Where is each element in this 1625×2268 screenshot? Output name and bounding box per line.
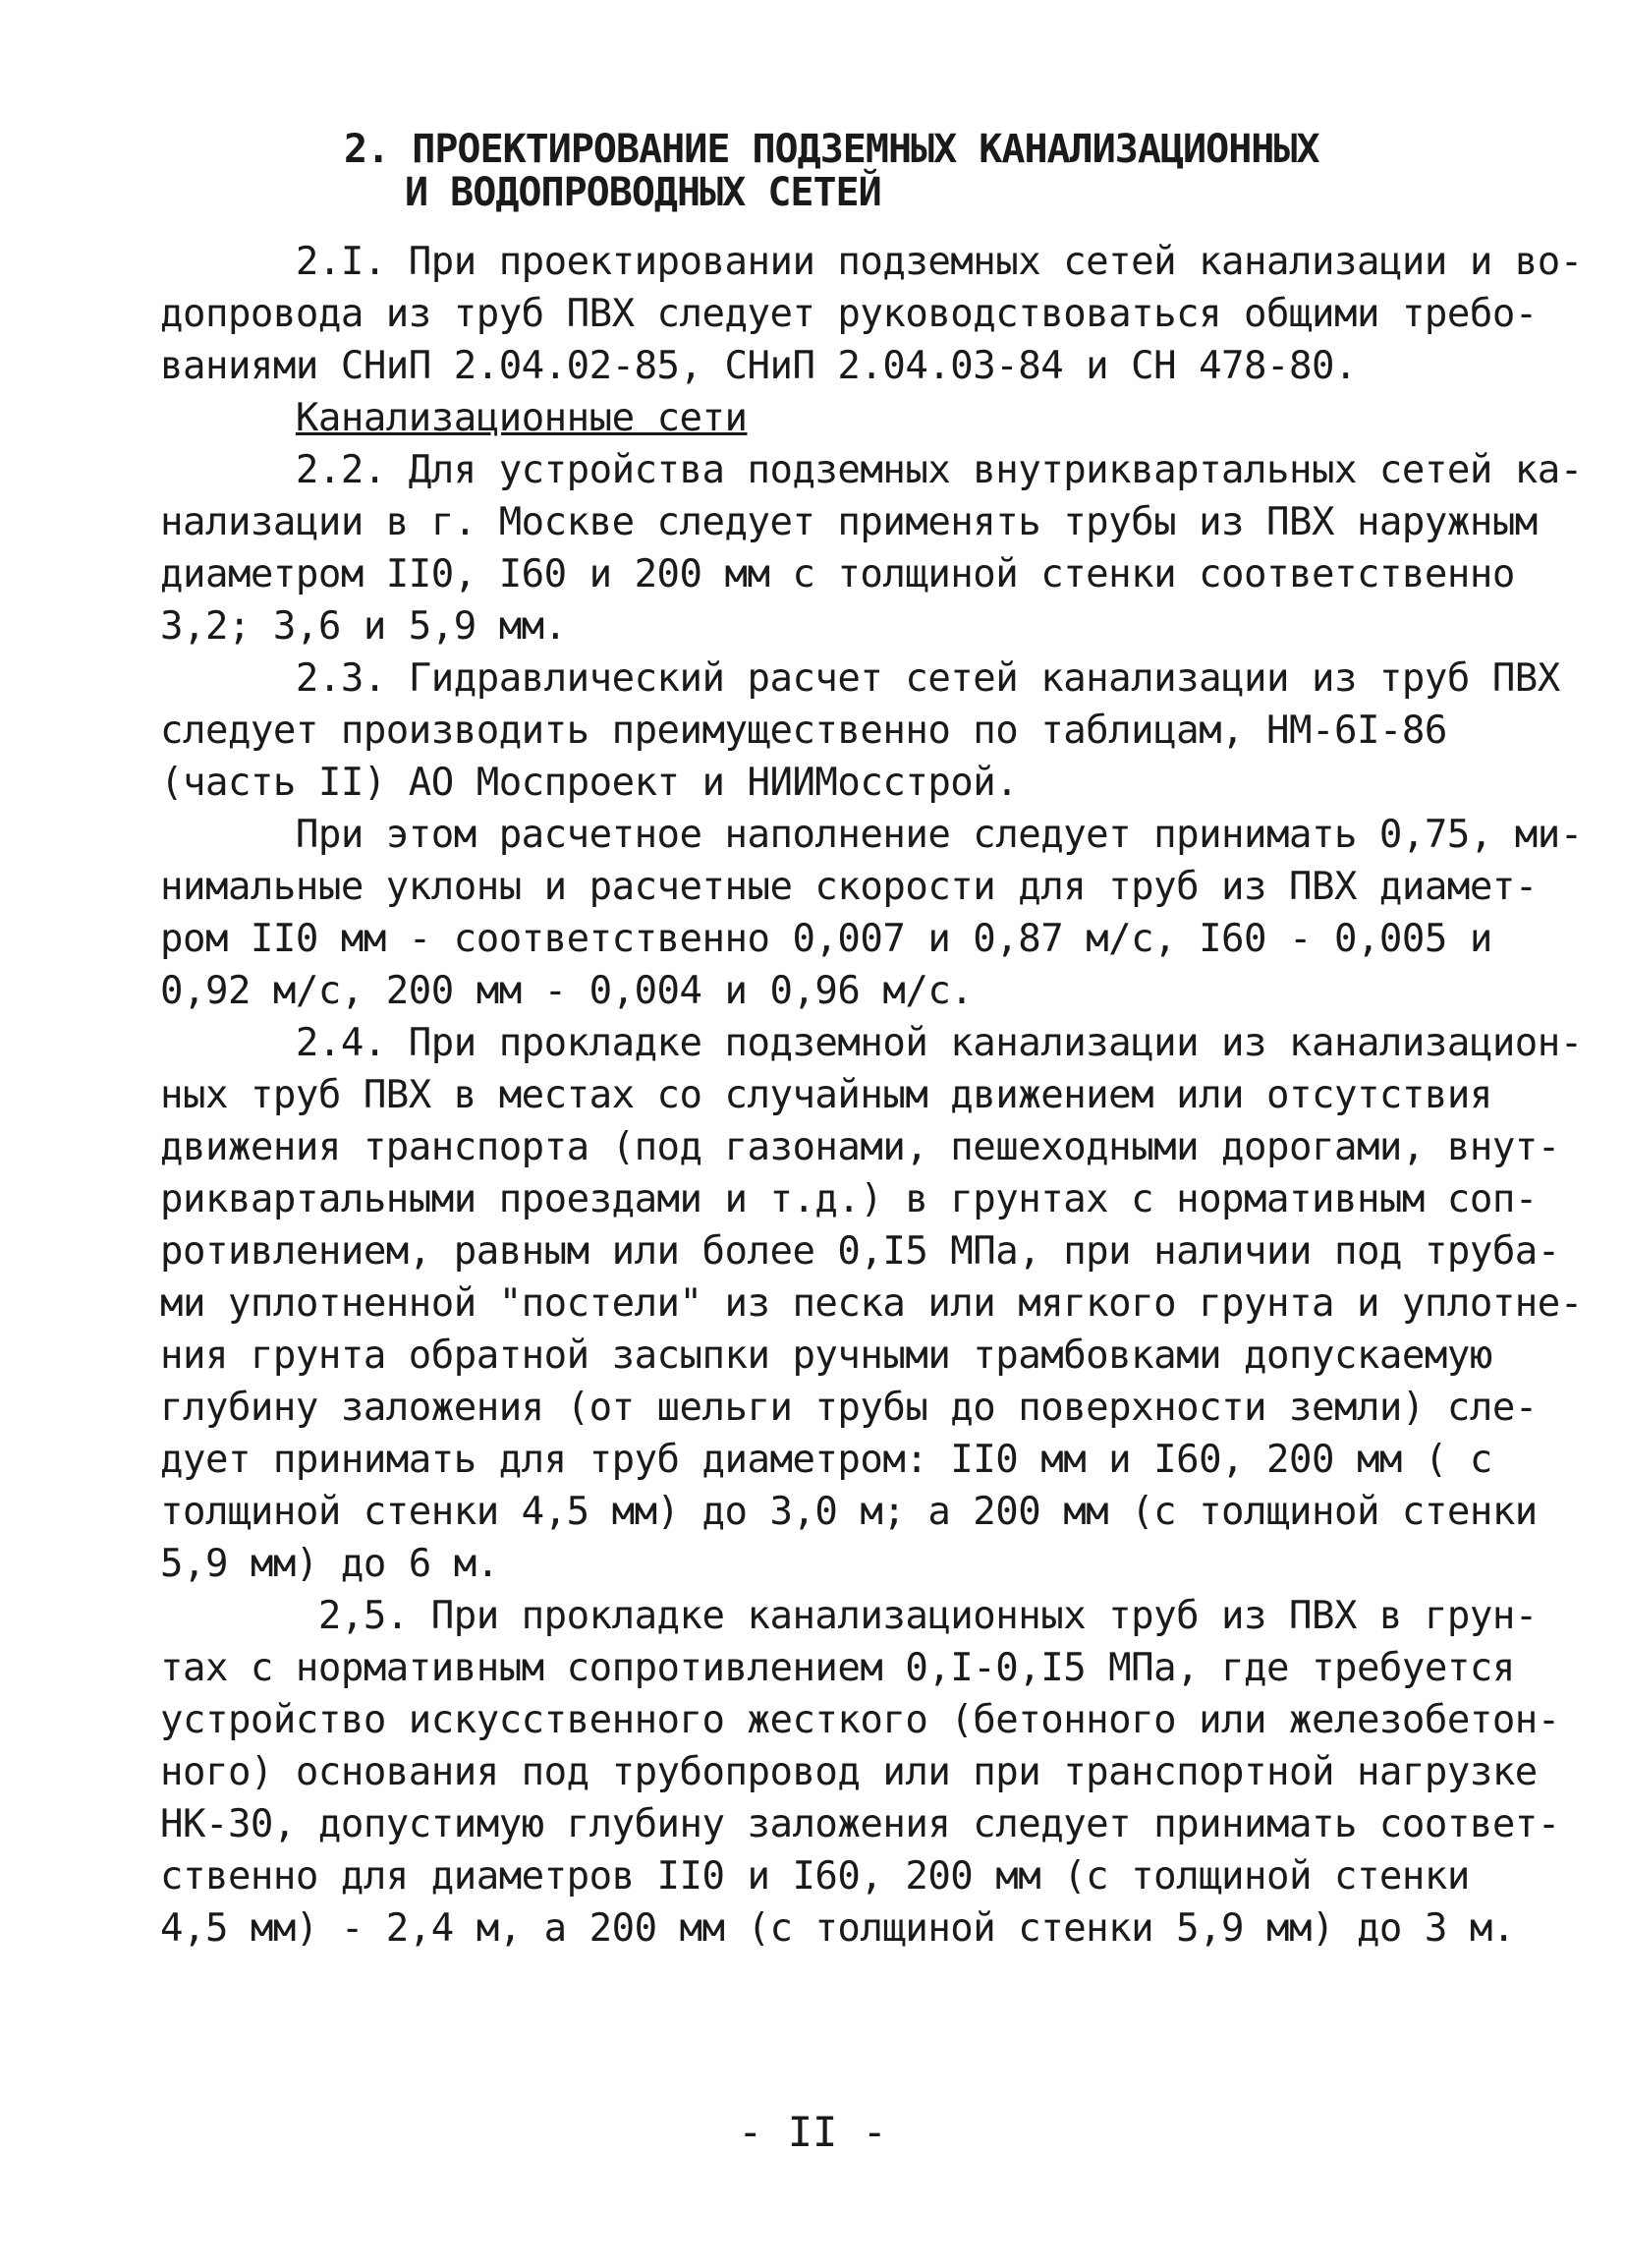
text-line: следует производить преимущественно по таблицам, НМ-6I-86	[160, 709, 1447, 753]
text-line: нимальные уклоны и расчетные скорости для труб из ПВХ диамет-	[160, 865, 1538, 909]
text-line: тах с нормативным сопротивлением 0,I-0,I5 МПа, где требуется	[160, 1646, 1515, 1690]
text-line: допровода из труб ПВХ следует руководствоваться общими требо-	[160, 292, 1538, 336]
document-body	[160, 236, 1583, 1955]
text-line: 2.4. При прокладке подземной канализации из канализацион-	[160, 1021, 1583, 1065]
text-line: 4,5 мм) - 2,4 м, а 200 мм (с толщиной стенки 5,9 мм) до 3 м.	[160, 1906, 1515, 1951]
text-line: ния грунта обратной засыпки ручными трамбовками допускаемую	[160, 1333, 1492, 1378]
text-line: толщиной стенки 4,5 мм) до 3,0 м; а 200 мм (с толщиной стенки	[160, 1490, 1538, 1534]
text-line: ром II0 мм - соответственно 0,007 и 0,87 м/с, I60 - 0,005 и	[160, 917, 1492, 961]
text-line: 2.3. Гидравлический расчет сетей канализации из труб ПВХ	[160, 656, 1560, 701]
text-line: (часть II) АО Моспроект и НИИМосстрой.	[160, 761, 1019, 805]
text-line: При этом расчетное наполнение следует принимать 0,75, ми-	[160, 813, 1583, 857]
subsection-heading-sewer-networks	[160, 392, 1486, 444]
text-line: 5,9 мм) до 6 м.	[160, 1542, 499, 1586]
text-line: 2.2. Для устройства подземных внутриквартальных сетей ка-	[160, 448, 1583, 492]
text-line: устройство искусственного жесткого (бетонного или железобетон-	[160, 1698, 1560, 1742]
text-line: риквартальными проездами и т.д.) в грунтах с нормативным соп-	[160, 1177, 1538, 1221]
text-line: ного) основания под трубопровод или при транспортной нагрузке	[160, 1750, 1538, 1794]
heading-line-1: 2. ПРОЕКТИРОВАНИЕ ПОДЗЕМНЫХ КАНАЛИЗАЦИОННЫХ	[344, 127, 1319, 172]
text-line: ных труб ПВХ в местах со случайным движением или отсутствия	[160, 1073, 1492, 1117]
text-line: ротивлением, равным или более 0,I5 МПа, при наличии под труба-	[160, 1229, 1560, 1274]
text-line: ми уплотненной "постели" из песка или мягкого грунта и уплотне-	[160, 1281, 1583, 1326]
text-line: глубину заложения (от шельги трубы до поверхности земли) сле-	[160, 1386, 1538, 1430]
text-line: ваниями СНиП 2.04.02-85, СНиП 2.04.03-84 и СН 478-80.	[160, 344, 1357, 388]
text-line: ственно для диаметров II0 и I60, 200 мм (с толщиной стенки	[160, 1854, 1470, 1899]
text-line: 0,92 м/с, 200 мм - 0,004 и 0,96 м/с.	[160, 969, 974, 1013]
text-line: движения транспорта (под газонами, пешеходными дорогами, внут-	[160, 1125, 1560, 1169]
text-line: 3,2; 3,6 и 5,9 мм.	[160, 604, 567, 649]
page-number: - II -	[738, 2108, 887, 2156]
text-line: диаметром II0, I60 и 200 мм с толщиной стенки соответственно	[160, 552, 1515, 596]
subsection-title: Канализационные сети	[295, 396, 748, 440]
text-line: нализации в г. Москве следует применять трубы из ПВХ наружным	[160, 500, 1538, 544]
text-line: НК-30, допустимую глубину заложения следует принимать соответ-	[160, 1802, 1560, 1846]
subsection-indent	[160, 396, 296, 440]
section-heading	[344, 128, 1326, 214]
text-line: дует принимать для труб диаметром: II0 мм и I60, 200 мм ( с	[160, 1438, 1492, 1482]
text-line: 2,5. При прокладке канализационных труб из ПВХ в грун-	[160, 1594, 1538, 1638]
heading-line-2: И ВОДОПРОВОДНЫХ СЕТЕЙ	[405, 170, 881, 215]
text-line: 2.I. При проектировании подземных сетей канализации и во-	[160, 240, 1583, 284]
